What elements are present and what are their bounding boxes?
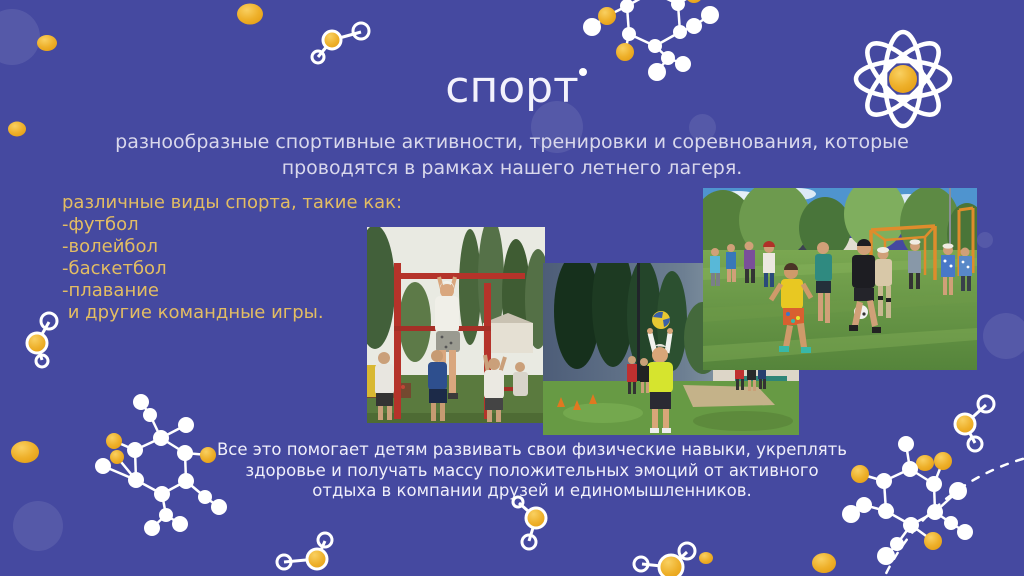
- molecule-icon: [27, 313, 57, 367]
- soft-circle: [983, 313, 1024, 359]
- sports-list-item: -волейбол: [62, 236, 159, 257]
- molecule-icon: [634, 543, 695, 576]
- molecule-icon: [277, 533, 332, 569]
- slide-subtitle: разнообразные спортивные активности, тренировки и соревнования, которые проводятся в рамках нашего летнего лагеря.: [115, 131, 909, 179]
- molecule-icon: [513, 497, 546, 549]
- football-photo: [703, 188, 977, 370]
- sports-list-item: и другие командные игры.: [62, 302, 324, 323]
- molecule-ring-icon: [95, 394, 227, 536]
- molecule-ring-icon: [842, 436, 973, 565]
- slide-title: спорт: [445, 62, 579, 113]
- soft-circle: [0, 9, 40, 65]
- sports-list: [62, 192, 402, 324]
- slide-footer-text: Все это помогает детям развивать свои физические навыки, укреплять здоровье и получать массу положительных эмоций от активного отдыха в компании друзей и единомышленников.: [216, 440, 848, 500]
- dashed-circle: [863, 450, 1024, 576]
- molecule-icon: [312, 23, 369, 63]
- sports-list-item: -баскетбол: [62, 258, 167, 279]
- sports-list-item: -футбол: [62, 214, 139, 235]
- sports-list-header: различные виды спорта, такие как:: [62, 192, 403, 213]
- soft-circle: [13, 501, 63, 551]
- molecule-icon: [955, 396, 994, 451]
- sports-list-item: -плавание: [62, 280, 159, 301]
- soft-circle: [977, 232, 993, 248]
